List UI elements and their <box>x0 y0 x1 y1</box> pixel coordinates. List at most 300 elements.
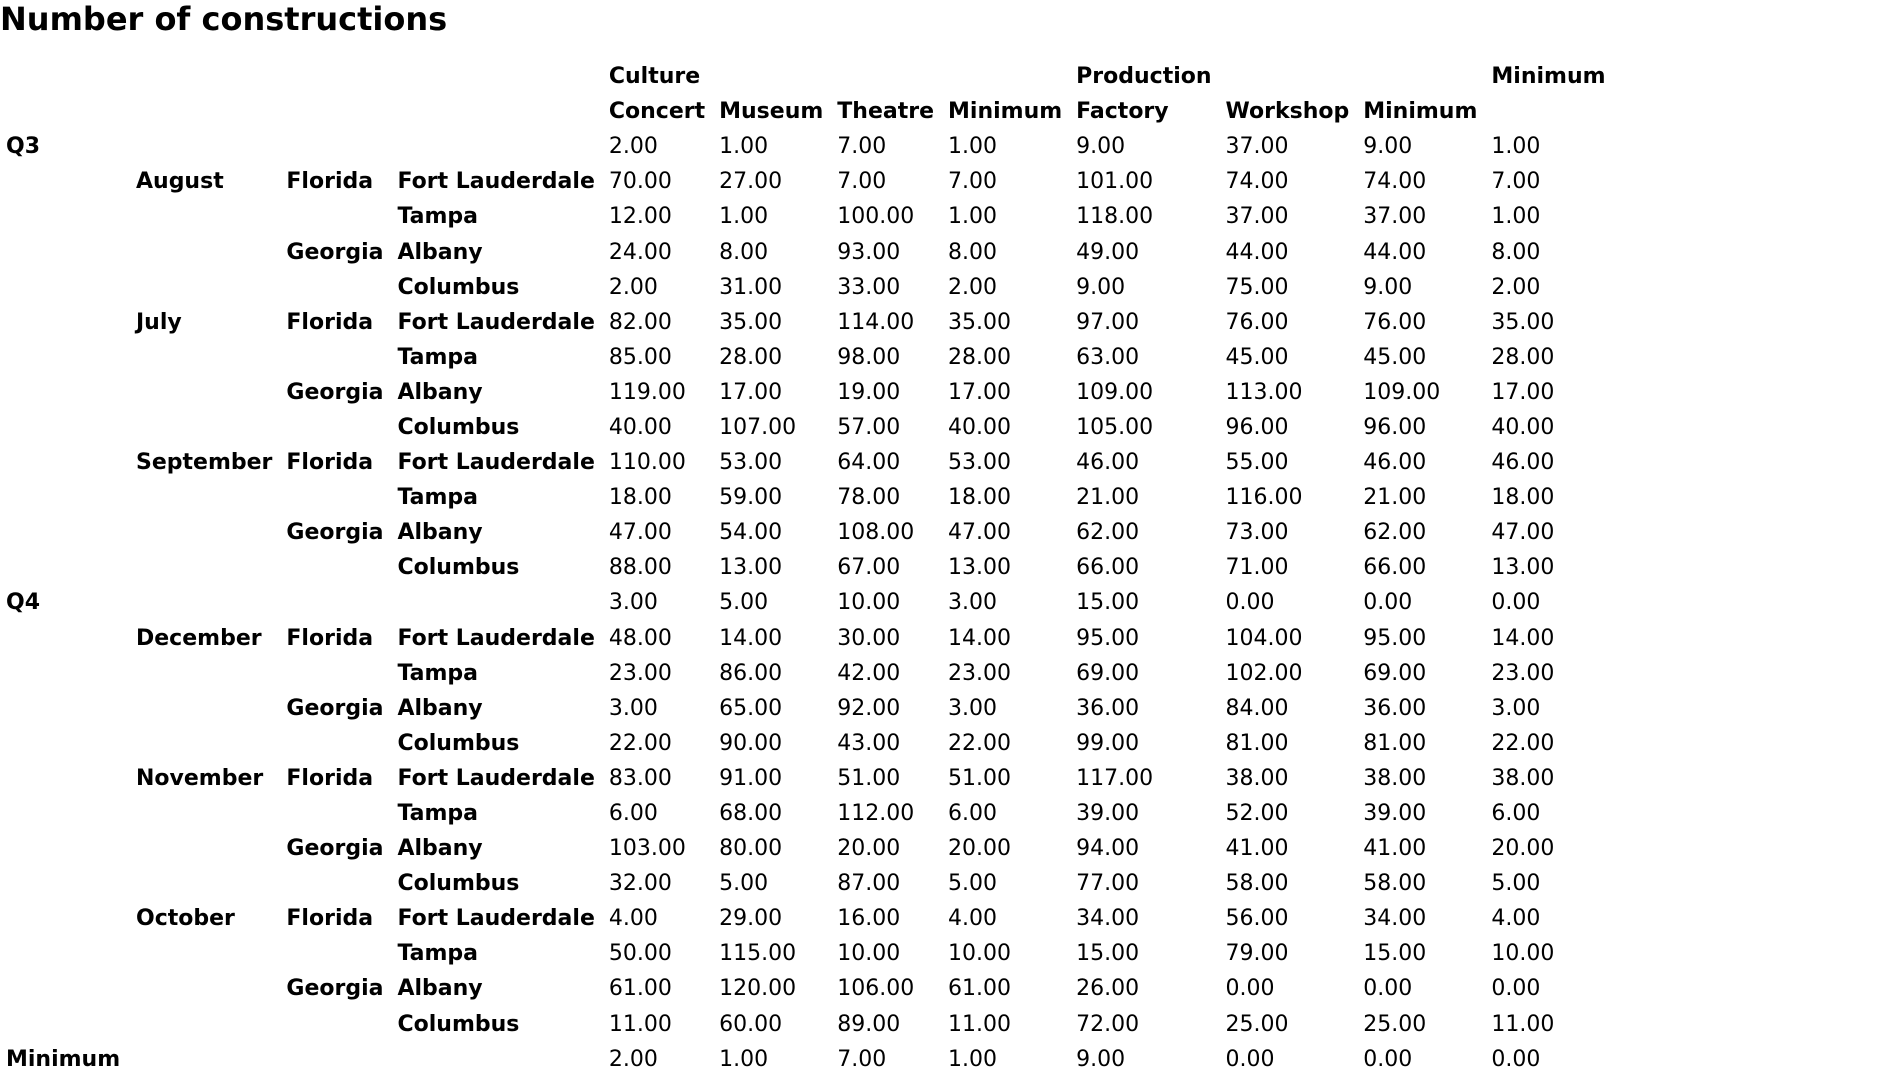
table-cell: 97.00 <box>1076 309 1140 335</box>
row-label-quarter <box>0 656 130 691</box>
row-label-state: Georgia <box>286 836 384 862</box>
row-label-state: Georgia <box>286 695 384 721</box>
table-row <box>0 199 1619 234</box>
table-cell: 3.00 <box>948 590 997 616</box>
row-label-month <box>130 480 280 515</box>
table-cell: 95.00 <box>1363 625 1427 651</box>
table-row <box>0 340 1619 375</box>
table-cell: 63.00 <box>1076 344 1140 370</box>
table-cell: 7.00 <box>1491 169 1541 195</box>
table-cell: 69.00 <box>1076 660 1140 686</box>
row-label-month <box>130 375 280 410</box>
table-cell: 82.00 <box>608 309 672 335</box>
table-cell: 99.00 <box>1076 730 1140 756</box>
table-cell: 110.00 <box>608 450 686 476</box>
row-label-quarter <box>0 936 130 971</box>
row-label-state <box>280 585 391 620</box>
table-cell: 14.00 <box>948 625 1011 651</box>
table-cell: 76.00 <box>1363 309 1427 335</box>
table-cell: 20.00 <box>837 836 901 862</box>
table-cell: 37.00 <box>1225 204 1289 230</box>
table-cell: 2.00 <box>608 1046 658 1072</box>
table-cell: 94.00 <box>1076 836 1140 862</box>
table-cell: 91.00 <box>719 765 783 791</box>
table-cell: 92.00 <box>837 695 901 721</box>
table-cell: 1.00 <box>1491 134 1541 160</box>
row-label-state: Georgia <box>286 379 384 405</box>
table-cell: 52.00 <box>1225 801 1289 827</box>
table-cell: 26.00 <box>1076 976 1140 1002</box>
table-cell: 10.00 <box>837 941 901 967</box>
table-cell: 0.00 <box>1491 590 1541 616</box>
table-row <box>0 936 1619 971</box>
table-row <box>0 305 1619 340</box>
table-cell: 21.00 <box>1076 485 1140 511</box>
table-cell: 0.00 <box>1491 1046 1541 1072</box>
row-label-city: Albany <box>397 836 483 862</box>
table-cell: 56.00 <box>1225 906 1289 932</box>
table-cell: 107.00 <box>719 414 797 440</box>
row-label-city <box>391 1042 602 1077</box>
table-cell: 15.00 <box>1076 590 1140 616</box>
row-label-city: Fort Lauderdale <box>397 169 595 195</box>
table-row <box>0 656 1619 691</box>
table-cell: 20.00 <box>948 836 1011 862</box>
row-label-quarter: Q4 <box>6 590 41 616</box>
row-label-city <box>391 585 602 620</box>
table-cell: 18.00 <box>948 485 1011 511</box>
row-label-month <box>130 199 280 234</box>
table-cell: 57.00 <box>837 414 901 440</box>
row-label-city: Tampa <box>397 660 479 686</box>
row-label-month: September <box>136 450 273 476</box>
row-label-state <box>280 796 391 831</box>
table-cell: 29.00 <box>719 906 783 932</box>
table-cell: 42.00 <box>837 660 901 686</box>
table-cell: 47.00 <box>948 520 1011 546</box>
table-cell: 71.00 <box>1225 555 1289 581</box>
table-cell: 13.00 <box>948 555 1011 581</box>
column-header-culture-minimum: Minimum <box>948 99 1063 125</box>
table-cell: 22.00 <box>1491 730 1555 756</box>
table-cell: 101.00 <box>1076 169 1154 195</box>
table-row <box>0 691 1619 726</box>
row-label-month <box>130 971 280 1006</box>
table-cell: 98.00 <box>837 344 901 370</box>
table-cell: 3.00 <box>1491 695 1541 721</box>
row-label-month <box>130 656 280 691</box>
row-label-month <box>130 410 280 445</box>
table-cell: 3.00 <box>608 695 658 721</box>
table-cell: 7.00 <box>837 1046 887 1072</box>
table-cell: 27.00 <box>719 169 783 195</box>
table-row <box>0 621 1619 656</box>
table-cell: 6.00 <box>1491 801 1541 827</box>
row-label-state: Florida <box>286 309 374 335</box>
row-label-state <box>280 410 391 445</box>
table-cell: 25.00 <box>1363 1011 1427 1037</box>
table-cell: 22.00 <box>608 730 672 756</box>
row-label-state <box>280 550 391 585</box>
table-cell: 49.00 <box>1076 239 1140 265</box>
table-cell: 36.00 <box>1363 695 1427 721</box>
table-cell: 54.00 <box>719 520 783 546</box>
row-label-city: Tampa <box>397 941 479 967</box>
table-cell: 0.00 <box>1363 1046 1413 1072</box>
row-label-state: Georgia <box>286 976 384 1002</box>
table-cell: 40.00 <box>948 414 1011 440</box>
table-cell: 47.00 <box>608 520 672 546</box>
table-row <box>0 445 1619 480</box>
row-label-month <box>130 1007 280 1042</box>
table-cell: 93.00 <box>837 239 901 265</box>
table-cell: 120.00 <box>719 976 797 1002</box>
table-cell: 75.00 <box>1225 274 1289 300</box>
table-cell: 7.00 <box>837 134 887 160</box>
table-cell: 17.00 <box>948 379 1011 405</box>
table-cell: 119.00 <box>608 379 686 405</box>
table-cell: 9.00 <box>1076 1046 1126 1072</box>
row-label-city: Albany <box>397 239 483 265</box>
table-cell: 87.00 <box>837 871 901 897</box>
row-label-city: Columbus <box>397 871 520 897</box>
table-cell: 74.00 <box>1225 169 1289 195</box>
row-label-month <box>130 340 280 375</box>
row-label-month: October <box>136 906 235 932</box>
row-label-month <box>130 129 280 164</box>
table-cell: 8.00 <box>948 239 997 265</box>
table-cell: 73.00 <box>1225 520 1289 546</box>
row-label-month <box>130 550 280 585</box>
table-cell: 3.00 <box>948 695 997 721</box>
table-cell: 69.00 <box>1363 660 1427 686</box>
table-cell: 17.00 <box>1491 379 1555 405</box>
table-cell: 90.00 <box>719 730 783 756</box>
table-cell: 35.00 <box>1491 309 1555 335</box>
column-header-concert: Concert <box>608 99 706 125</box>
row-label-quarter <box>0 831 130 866</box>
table-cell: 62.00 <box>1363 520 1427 546</box>
table-cell: 38.00 <box>1491 765 1555 791</box>
column-header-theatre: Theatre <box>837 99 935 125</box>
row-label-quarter <box>0 515 130 550</box>
table-cell: 88.00 <box>608 555 672 581</box>
table-cell: 0.00 <box>1225 590 1275 616</box>
table-cell: 61.00 <box>608 976 672 1002</box>
table-row <box>0 234 1619 269</box>
row-label-state: Georgia <box>286 520 384 546</box>
table-cell: 74.00 <box>1363 169 1427 195</box>
row-label-state: Florida <box>286 906 374 932</box>
table-cell: 34.00 <box>1363 906 1427 932</box>
table-cell: 5.00 <box>948 871 997 897</box>
table-cell: 78.00 <box>837 485 901 511</box>
row-label-state <box>280 1007 391 1042</box>
table-cell: 109.00 <box>1076 379 1154 405</box>
table-cell: 76.00 <box>1225 309 1289 335</box>
row-label-state <box>280 129 391 164</box>
table-cell: 28.00 <box>1491 344 1555 370</box>
table-cell: 11.00 <box>608 1011 672 1037</box>
column-header-museum: Museum <box>719 99 824 125</box>
table-cell: 41.00 <box>1225 836 1289 862</box>
table-cell: 38.00 <box>1225 765 1289 791</box>
table-cell: 109.00 <box>1363 379 1441 405</box>
table-body <box>0 129 1619 1077</box>
row-label-city: Albany <box>397 520 483 546</box>
table-cell: 117.00 <box>1076 765 1154 791</box>
row-label-quarter <box>0 550 130 585</box>
table-cell: 2.00 <box>948 274 997 300</box>
table-cell: 10.00 <box>1491 941 1555 967</box>
table-cell: 84.00 <box>1225 695 1289 721</box>
row-label-quarter <box>0 234 130 269</box>
table-cell: 11.00 <box>1491 1011 1555 1037</box>
table-cell: 23.00 <box>1491 660 1555 686</box>
table-cell: 83.00 <box>608 765 672 791</box>
row-label-month: August <box>136 169 224 195</box>
table-cell: 70.00 <box>608 169 672 195</box>
table-cell: 23.00 <box>608 660 672 686</box>
row-label-state <box>280 480 391 515</box>
table-cell: 46.00 <box>1491 450 1555 476</box>
table-row <box>0 1042 1619 1077</box>
table-cell: 64.00 <box>837 450 901 476</box>
table-cell: 9.00 <box>1076 274 1126 300</box>
table-row <box>0 550 1619 585</box>
row-label-quarter <box>0 726 130 761</box>
table-cell: 9.00 <box>1076 134 1126 160</box>
group-header-production: Production <box>1076 64 1212 90</box>
table-cell: 15.00 <box>1076 941 1140 967</box>
table-cell: 4.00 <box>608 906 658 932</box>
table-cell: 46.00 <box>1363 450 1427 476</box>
row-label-city: Albany <box>397 695 483 721</box>
table-cell: 33.00 <box>837 274 901 300</box>
table-cell: 40.00 <box>608 414 672 440</box>
group-header-row <box>0 59 1619 94</box>
table-cell: 12.00 <box>608 204 672 230</box>
table-cell: 80.00 <box>719 836 783 862</box>
row-label-city: Columbus <box>397 414 520 440</box>
row-label-state: Florida <box>286 625 374 651</box>
row-label-quarter <box>0 796 130 831</box>
row-label-month <box>130 270 280 305</box>
table-cell: 38.00 <box>1363 765 1427 791</box>
table-cell: 11.00 <box>948 1011 1011 1037</box>
table-cell: 10.00 <box>837 590 901 616</box>
row-label-month <box>130 936 280 971</box>
table-cell: 67.00 <box>837 555 901 581</box>
row-label-state: Georgia <box>286 239 384 265</box>
table-cell: 58.00 <box>1225 871 1289 897</box>
table-cell: 0.00 <box>1225 1046 1275 1072</box>
row-label-city: Fort Lauderdale <box>397 765 595 791</box>
table-cell: 61.00 <box>948 976 1011 1002</box>
table-cell: 66.00 <box>1363 555 1427 581</box>
table-cell: 35.00 <box>948 309 1011 335</box>
table-row <box>0 901 1619 936</box>
table-cell: 0.00 <box>1225 976 1275 1002</box>
page-title: Number of constructions <box>0 0 448 38</box>
table-cell: 45.00 <box>1225 344 1289 370</box>
table-cell: 47.00 <box>1491 520 1555 546</box>
row-label-state <box>280 270 391 305</box>
table-cell: 22.00 <box>948 730 1011 756</box>
row-label-month: July <box>136 309 182 335</box>
row-label-city: Fort Lauderdale <box>397 309 595 335</box>
table-cell: 58.00 <box>1363 871 1427 897</box>
table-cell: 40.00 <box>1491 414 1555 440</box>
table-cell: 39.00 <box>1363 801 1427 827</box>
table-cell: 7.00 <box>837 169 887 195</box>
table-cell: 30.00 <box>837 625 901 651</box>
table-cell: 18.00 <box>608 485 672 511</box>
table-row <box>0 410 1619 445</box>
row-label-state <box>280 1042 391 1077</box>
table-cell: 19.00 <box>837 379 901 405</box>
table-cell: 0.00 <box>1491 976 1541 1002</box>
row-label-city: Fort Lauderdale <box>397 906 595 932</box>
table-row <box>0 164 1619 199</box>
row-label-city: Albany <box>397 976 483 1002</box>
table-cell: 18.00 <box>1491 485 1555 511</box>
table-cell: 100.00 <box>837 204 915 230</box>
table-cell: 2.00 <box>608 274 658 300</box>
table-cell: 102.00 <box>1225 660 1303 686</box>
table-cell: 79.00 <box>1225 941 1289 967</box>
row-label-month: December <box>136 625 262 651</box>
table-cell: 7.00 <box>948 169 997 195</box>
table-cell: 113.00 <box>1225 379 1303 405</box>
row-label-quarter <box>0 866 130 901</box>
table-cell: 6.00 <box>948 801 997 827</box>
row-label-month <box>130 866 280 901</box>
row-label-state <box>280 199 391 234</box>
table-cell: 46.00 <box>1076 450 1140 476</box>
table-cell: 8.00 <box>1491 239 1541 265</box>
table-cell: 17.00 <box>719 379 783 405</box>
table-cell: 44.00 <box>1363 239 1427 265</box>
row-label-month <box>130 691 280 726</box>
table-cell: 45.00 <box>1363 344 1427 370</box>
row-label-city: Columbus <box>397 274 520 300</box>
table-cell: 104.00 <box>1225 625 1303 651</box>
table-cell: 1.00 <box>719 1046 769 1072</box>
row-label-month <box>130 1042 280 1077</box>
table-cell: 59.00 <box>719 485 783 511</box>
table-cell: 55.00 <box>1225 450 1289 476</box>
column-header-workshop: Workshop <box>1225 99 1350 125</box>
table-cell: 28.00 <box>948 344 1011 370</box>
table-cell: 2.00 <box>1491 274 1541 300</box>
row-label-month <box>130 585 280 620</box>
row-label-state <box>280 866 391 901</box>
table-cell: 28.00 <box>719 344 783 370</box>
table-cell: 31.00 <box>719 274 783 300</box>
table-cell: 0.00 <box>1363 590 1413 616</box>
table-cell: 106.00 <box>837 976 915 1002</box>
table-cell: 37.00 <box>1225 134 1289 160</box>
table-cell: 13.00 <box>719 555 783 581</box>
table-cell: 21.00 <box>1363 485 1427 511</box>
table-cell: 14.00 <box>1491 625 1555 651</box>
table-cell: 44.00 <box>1225 239 1289 265</box>
table-row <box>0 796 1619 831</box>
table-cell: 43.00 <box>837 730 901 756</box>
table-cell: 77.00 <box>1076 871 1140 897</box>
table-row <box>0 971 1619 1006</box>
table-cell: 72.00 <box>1076 1011 1140 1037</box>
table-cell: 1.00 <box>719 204 769 230</box>
table-cell: 103.00 <box>608 836 686 862</box>
row-label-city: Tampa <box>397 801 479 827</box>
row-label-quarter <box>0 691 130 726</box>
table-cell: 95.00 <box>1076 625 1140 651</box>
column-header-factory: Factory <box>1076 99 1169 125</box>
row-label-quarter <box>0 901 130 936</box>
row-label-quarter <box>0 1007 130 1042</box>
table-row <box>0 726 1619 761</box>
row-label-quarter <box>0 445 130 480</box>
row-label-quarter: Minimum <box>6 1046 121 1072</box>
table-cell: 39.00 <box>1076 801 1140 827</box>
table-cell: 85.00 <box>608 344 672 370</box>
table-cell: 62.00 <box>1076 520 1140 546</box>
table-cell: 16.00 <box>837 906 901 932</box>
row-label-city: Albany <box>397 379 483 405</box>
table-cell: 50.00 <box>608 941 672 967</box>
row-label-quarter <box>0 971 130 1006</box>
group-header-minimum: Minimum <box>1491 64 1606 90</box>
row-label-city: Tampa <box>397 485 479 511</box>
row-label-state: Florida <box>286 169 374 195</box>
row-label-state: Florida <box>286 450 374 476</box>
row-label-city: Columbus <box>397 1011 520 1037</box>
row-label-quarter <box>0 621 130 656</box>
row-label-city: Fort Lauderdale <box>397 450 595 476</box>
table-cell: 48.00 <box>608 625 672 651</box>
group-header-culture: Culture <box>608 64 701 90</box>
row-label-city <box>391 129 602 164</box>
table-cell: 10.00 <box>948 941 1011 967</box>
table-cell: 36.00 <box>1076 695 1140 721</box>
row-label-city: Columbus <box>397 730 520 756</box>
pivot-table <box>0 59 1619 1077</box>
table-cell: 5.00 <box>1491 871 1541 897</box>
row-label-quarter <box>0 480 130 515</box>
row-label-quarter <box>0 305 130 340</box>
row-label-state <box>280 656 391 691</box>
table-cell: 9.00 <box>1363 274 1413 300</box>
table-cell: 86.00 <box>719 660 783 686</box>
table-cell: 114.00 <box>837 309 915 335</box>
row-label-city: Fort Lauderdale <box>397 625 595 651</box>
row-label-city: Tampa <box>397 204 479 230</box>
table-row <box>0 129 1619 164</box>
row-label-month <box>130 515 280 550</box>
row-label-quarter <box>0 199 130 234</box>
table-cell: 51.00 <box>837 765 901 791</box>
table-cell: 3.00 <box>608 590 658 616</box>
table-cell: 25.00 <box>1225 1011 1289 1037</box>
table-cell: 2.00 <box>608 134 658 160</box>
table-cell: 1.00 <box>948 134 997 160</box>
table-cell: 24.00 <box>608 239 672 265</box>
row-label-quarter <box>0 164 130 199</box>
table-row <box>0 515 1619 550</box>
table-cell: 81.00 <box>1225 730 1289 756</box>
